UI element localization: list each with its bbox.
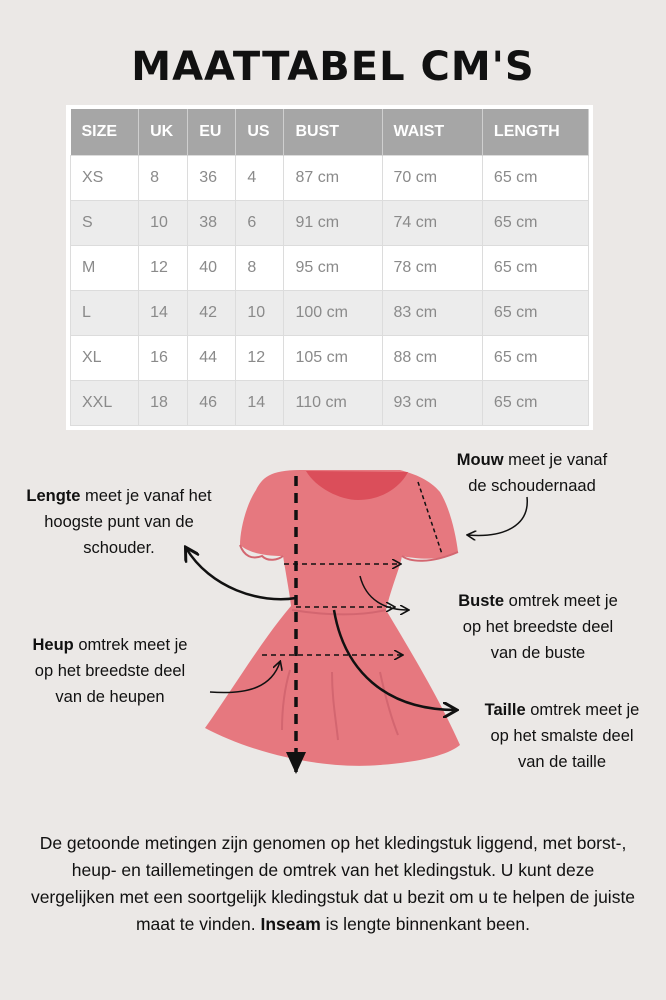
term-heup: Heup [32, 636, 74, 654]
cell-length: 65 cm [482, 381, 588, 426]
heup-line2: op het breedste deel [34, 662, 186, 680]
table-row [71, 246, 589, 291]
cell-eu: 38 [188, 201, 236, 246]
mouw-line2: de schoudernaad [468, 477, 596, 495]
size-table-card [66, 105, 593, 430]
header-waist: WAIST [382, 109, 482, 156]
buste-line1: omtrek meet je [504, 592, 618, 610]
cell-us: 6 [236, 201, 284, 246]
annotation-mouw [442, 447, 622, 499]
cell-bust: 100 cm [284, 291, 382, 336]
term-mouw: Mouw [456, 451, 504, 469]
cell-waist: 88 cm [382, 336, 482, 381]
annotation-taille [462, 697, 662, 775]
taille-line3: van de taille [517, 753, 607, 771]
cell-length: 65 cm [482, 246, 588, 291]
cell-eu: 42 [188, 291, 236, 336]
cell-uk: 16 [139, 336, 188, 381]
cell-bust: 87 cm [284, 156, 382, 201]
cell-waist: 78 cm [382, 246, 482, 291]
buste-line2: op het breedste deel [462, 618, 614, 636]
table-header-row [71, 109, 589, 156]
cell-eu: 40 [188, 246, 236, 291]
cell-length: 65 cm [482, 336, 588, 381]
table-row [71, 201, 589, 246]
table-row [71, 291, 589, 336]
heup-line3: van de heupen [55, 688, 165, 706]
cell-bust: 91 cm [284, 201, 382, 246]
term-lengte: Lengte [26, 487, 81, 505]
table-row [71, 156, 589, 201]
lengte-line1: meet je vanaf het [80, 487, 212, 505]
cell-eu: 44 [188, 336, 236, 381]
annotation-heup [10, 632, 210, 710]
cell-size: XXL [71, 381, 139, 426]
header-size: SIZE [71, 109, 139, 156]
cell-length: 65 cm [482, 156, 588, 201]
cell-size: XL [71, 336, 139, 381]
cell-size: L [71, 291, 139, 336]
taille-line1: omtrek meet je [525, 701, 640, 719]
cell-us: 12 [236, 336, 284, 381]
cell-bust: 110 cm [284, 381, 382, 426]
cell-length: 65 cm [482, 201, 588, 246]
term-buste: Buste [458, 592, 505, 610]
table-row [71, 336, 589, 381]
term-taille: Taille [484, 701, 526, 719]
mouw-line1: meet je vanaf [503, 451, 608, 469]
header-eu: EU [188, 109, 236, 156]
size-table [70, 109, 589, 426]
cell-uk: 10 [139, 201, 188, 246]
lengte-line3: schouder. [83, 539, 155, 557]
table-row [71, 381, 589, 426]
taille-line2: op het smalste deel [490, 727, 634, 745]
cell-us: 10 [236, 291, 284, 336]
cell-us: 14 [236, 381, 284, 426]
header-bust: BUST [284, 109, 382, 156]
cell-eu: 36 [188, 156, 236, 201]
cell-size: M [71, 246, 139, 291]
cell-length: 65 cm [482, 291, 588, 336]
header-length: LENGTH [482, 109, 588, 156]
buste-line3: van de buste [490, 644, 586, 662]
header-us: US [236, 109, 284, 156]
footer-bold-term: Inseam [260, 914, 321, 934]
footer-text: De getoonde metingen zijn genomen op het kledingstuk liggend, met borst-, heup- en taillemetingen de omtrek van het kledingstuk. U kunt deze vergelijken met een soortgelijk kledingstuk dat u bezit om u te helpen de juiste maat te vinden. [30, 833, 636, 934]
annotation-buste [438, 588, 638, 666]
cell-uk: 8 [139, 156, 188, 201]
cell-waist: 93 cm [382, 381, 482, 426]
footer-text-end: is lengte binnenkant been. [320, 914, 531, 934]
cell-bust: 95 cm [284, 246, 382, 291]
cell-waist: 74 cm [382, 201, 482, 246]
cell-size: XS [71, 156, 139, 201]
cell-size: S [71, 201, 139, 246]
cell-uk: 14 [139, 291, 188, 336]
lengte-line2: hoogste punt van de [44, 513, 194, 531]
cell-us: 8 [236, 246, 284, 291]
cell-waist: 70 cm [382, 156, 482, 201]
footer-note [30, 830, 636, 938]
dress-shape [205, 470, 460, 766]
heup-line1: omtrek meet je [73, 636, 188, 654]
cell-eu: 46 [188, 381, 236, 426]
annotation-lengte [6, 483, 232, 561]
cell-uk: 18 [139, 381, 188, 426]
page-title: MAATTABEL CM'S [131, 44, 535, 90]
cell-uk: 12 [139, 246, 188, 291]
header-uk: UK [139, 109, 188, 156]
cell-waist: 83 cm [382, 291, 482, 336]
cell-us: 4 [236, 156, 284, 201]
cell-bust: 105 cm [284, 336, 382, 381]
